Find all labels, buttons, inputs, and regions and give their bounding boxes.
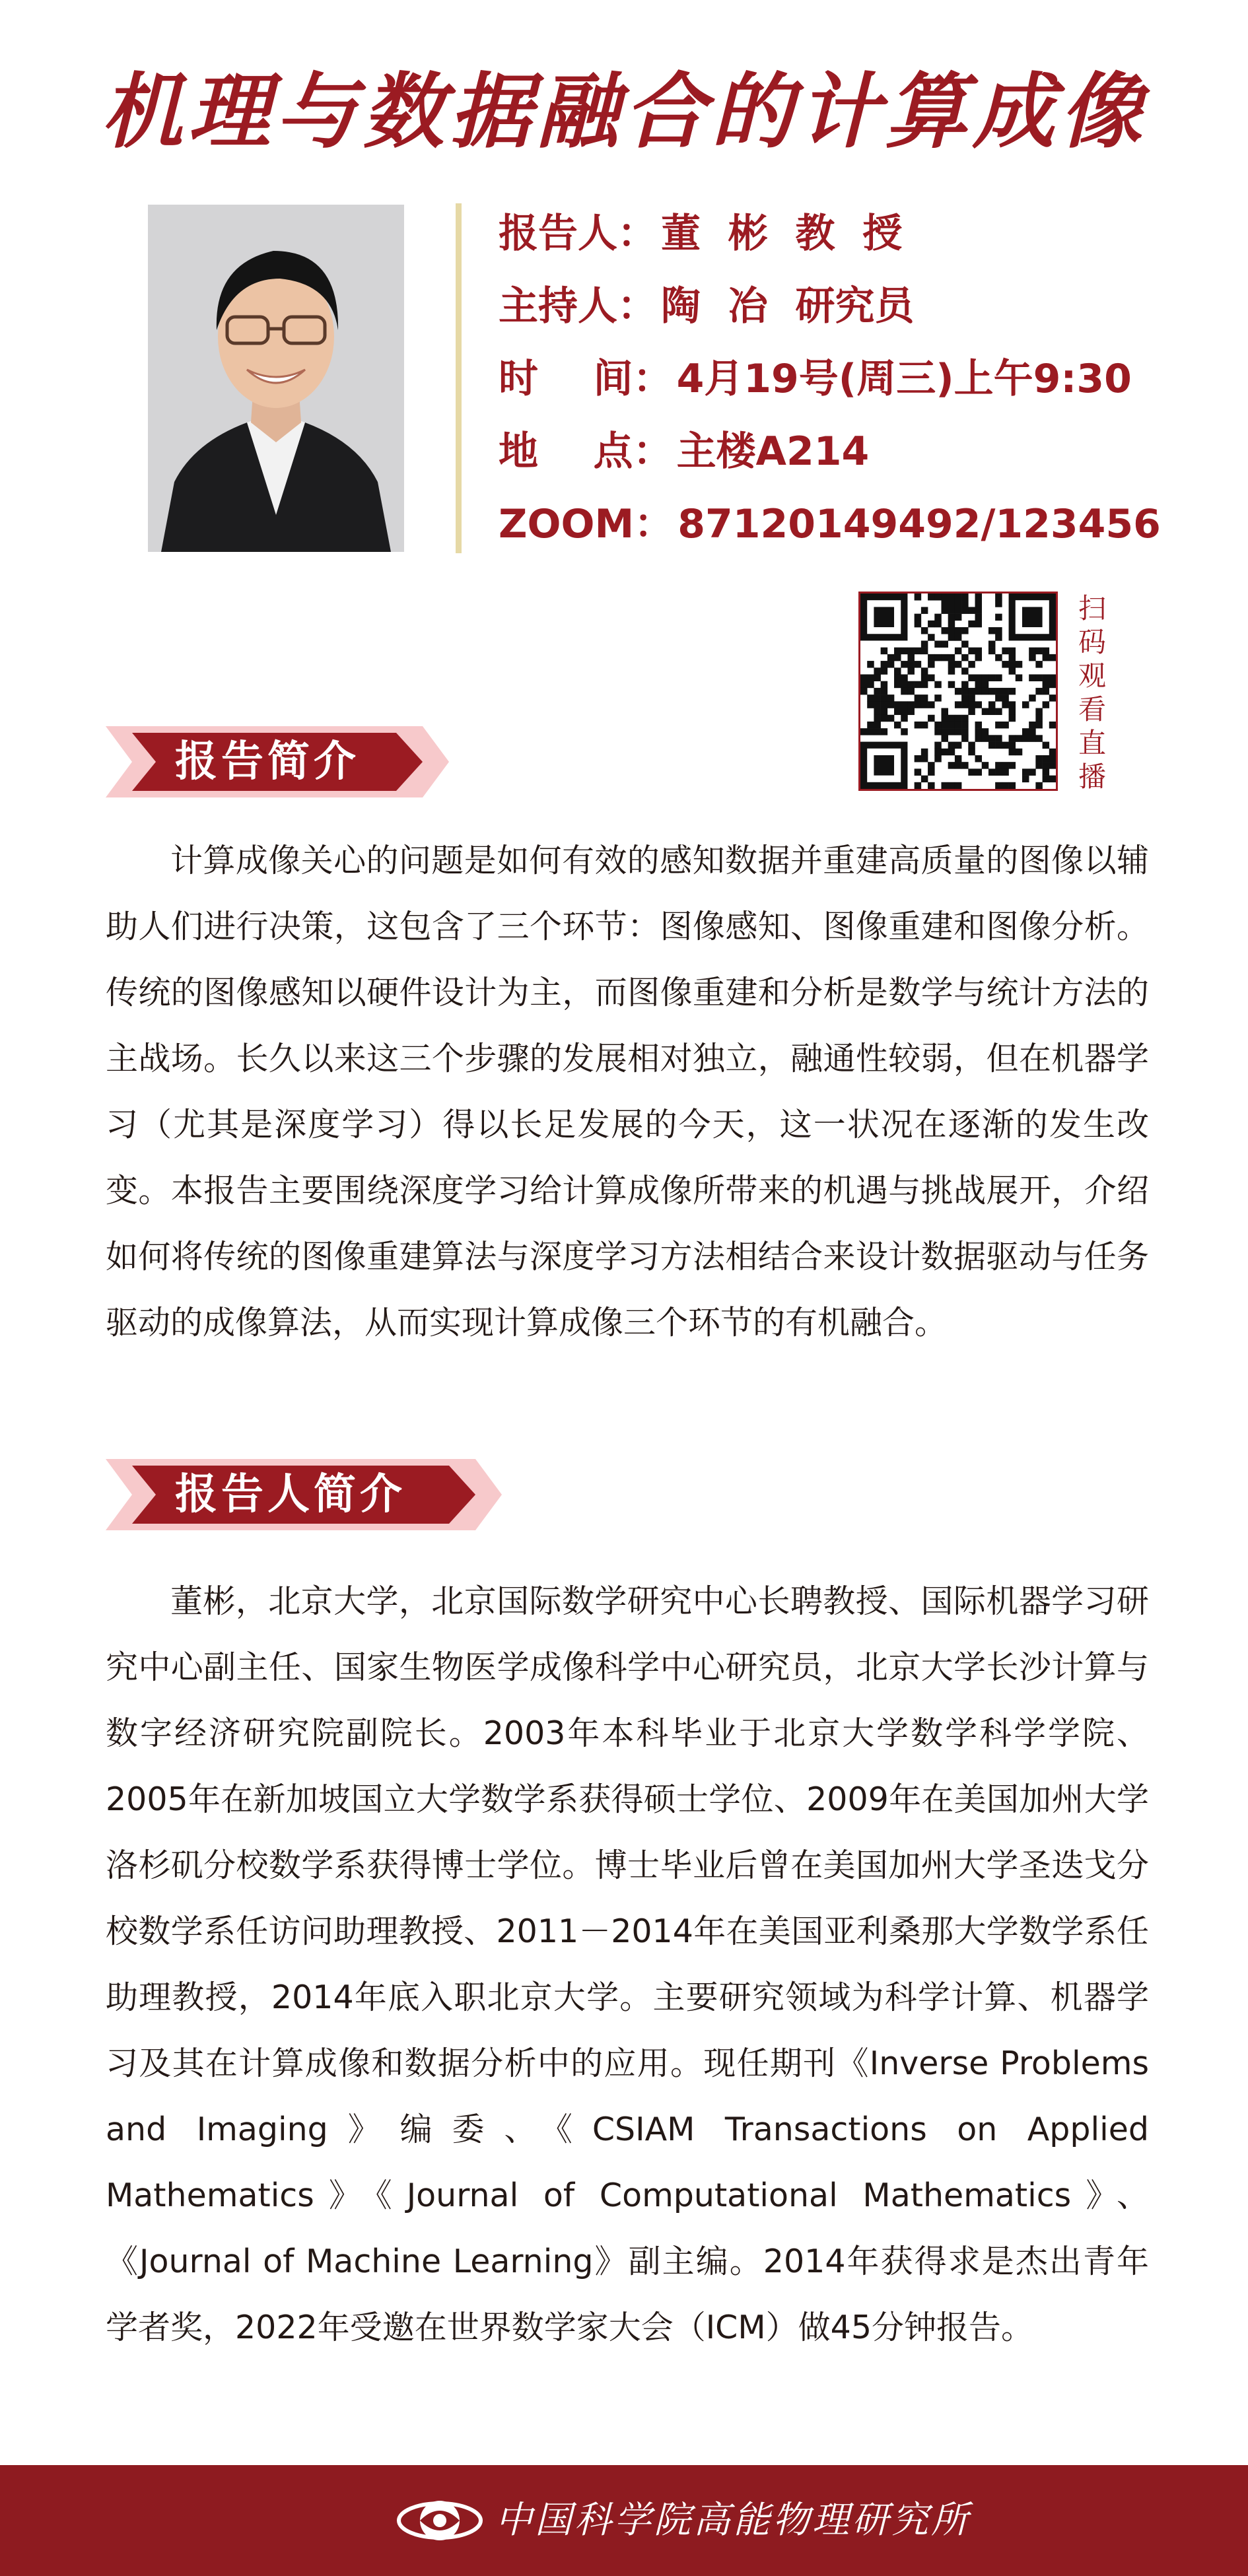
bio-paragraph: 董彬，北京大学，北京国际数学研究中心长聘教授、国际机器学习研究中心副主任、国家生物医学成像科学中心研究员，北京大学长沙计算与数字经济研究院副院长。2003年本科毕业于北京大学数学科学学院、2005年在新加坡国立大学数学系获得硕士学位、2009年在美国加州大学洛杉矶分校数学系获得博士学位。博士毕业后曾在美国加州大学圣迭戈分校数学系任访问助理教授、2011－2014年在美国亚利桑那大学数学系任助理教授，2014年底入职北京大学。主要研究领域为科学计算、机器学习及其在计算成像和数据分析中的应用。现任期刊《Inverse Problems and Imaging》编委、《CSIAM Transactions on Applied Mathematics》《Journal of Computational Mathematics》、《Journal of Machine Learning》副主编。2014年获得求是杰出青年学者奖，2022年受邀在世界数学家大会（ICM）做45分钟报告。: [106, 1582, 1149, 2346]
place-label: 地 点：: [499, 428, 673, 475]
speaker-value: 董 彬 教 授: [661, 211, 903, 257]
speaker-photo: [148, 205, 404, 552]
time-row: [499, 347, 1132, 404]
poster-title: 机理与数据融合的计算成像: [100, 65, 1147, 160]
speaker-label: 报告人：: [499, 211, 657, 257]
abstract-text: [106, 828, 1149, 1356]
qr-caption: 扫码观看直播: [1078, 592, 1106, 793]
institution-name: 中国科学院高能物理研究所: [495, 2499, 971, 2542]
abstract-heading: 报告简介: [175, 737, 360, 786]
zoom-row: [499, 492, 1161, 549]
host-label: 主持人：: [499, 283, 657, 329]
accent-divider-line: [456, 203, 462, 553]
host-row: [499, 275, 915, 331]
time-value: 4月19号(周三)上午9:30: [676, 356, 1132, 402]
live-stream-qr-code[interactable]: [858, 592, 1058, 791]
footer-bar: [0, 2465, 1248, 2576]
bio-heading: 报告人简介: [175, 1470, 406, 1519]
institution-logo-icon: [394, 2494, 486, 2550]
qr-finder-pattern: [860, 593, 907, 640]
abstract-paragraph: 计算成像关心的问题是如何有效的感知数据并重建高质量的图像以辅助人们进行决策，这包含了三个环节：图像感知、图像重建和图像分析。传统的图像感知以硬件设计为主，而图像重建和分析是数学与统计方法的主战场。长久以来这三个步骤的发展相对独立，融通性较弱，但在机器学习（尤其是深度学习）得以长足发展的今天，这一状况在逐渐的发生改变。本报告主要围绕深度学习给计算成像所带来的机遇与挑战展开，介绍如何将传统的图像重建算法与深度学习方法相结合来设计数据驱动与任务驱动的成像算法，从而实现计算成像三个环节的有机融合。: [106, 842, 1149, 1341]
qr-finder-pattern: [860, 742, 907, 789]
zoom-label: ZOOM：: [499, 501, 674, 547]
time-label: 时 间：: [499, 356, 673, 402]
place-row: [499, 420, 869, 477]
bio-text: [106, 1569, 1149, 2361]
host-value: 陶 冶 研究员: [661, 283, 915, 329]
qr-finder-pattern: [1009, 593, 1056, 640]
bio-section-banner: [106, 1459, 502, 1530]
place-value: 主楼A214: [676, 428, 870, 475]
speaker-row: [499, 202, 902, 259]
abstract-section-banner: [106, 726, 449, 797]
zoom-value: 87120149492/123456: [677, 501, 1161, 547]
